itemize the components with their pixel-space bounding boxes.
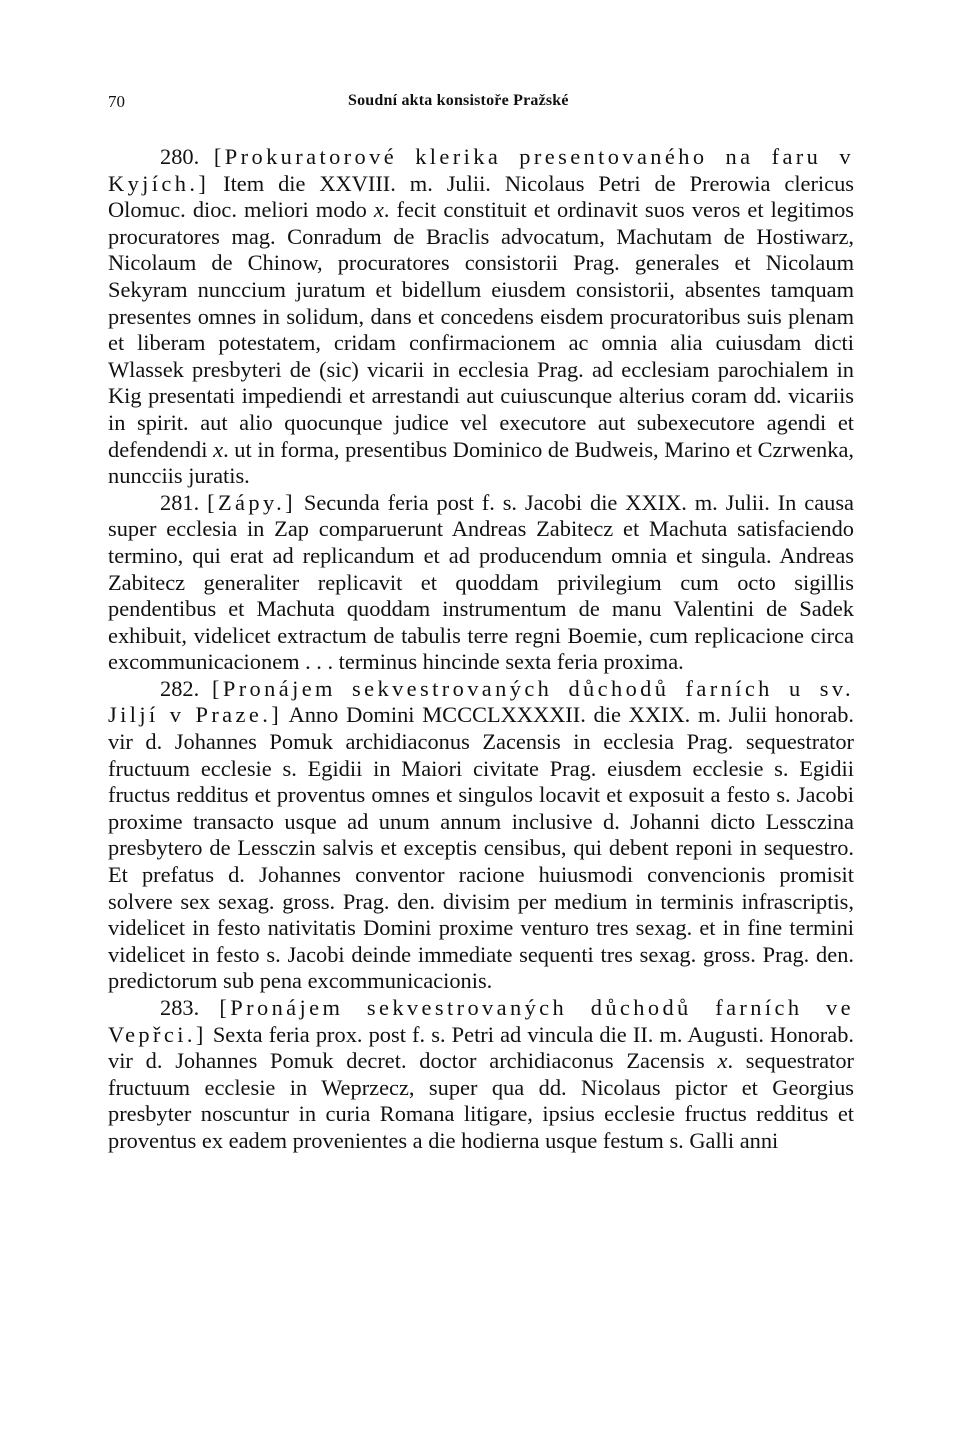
entry-282 xyxy=(108,676,854,995)
running-title: Soudní akta konsistoře Pražské xyxy=(348,92,569,109)
entry-title: [Zápy.] xyxy=(207,489,296,515)
entry-title: [Pronájem sekvestrovaných důchodů farních u sv. Jiljí v Praze.] xyxy=(108,675,854,728)
entry-body: . sequestrator fructuum ecclesie in Weprzecz, super qua dd. Nicolaus pictor et Georgius presbyter noscuntur in curia Romana litigare, ipsius ecclesie fructus redditus et proventus ex eadem provenientes a die hodierna usque festum s. Galli anni xyxy=(108,1048,854,1153)
abbreviation-mark: x xyxy=(373,197,384,223)
entry-number: 280. xyxy=(160,144,200,169)
entry-283 xyxy=(108,995,854,1155)
entry-body: Anno Domini MCCCLXXXXII. die XXIX. m. Julii honorab. vir d. Johannes Pomuk archidiaconus Zacensis in ecclesia Prag. sequestrator fructuum ecclesie s. Egidii in Maiori civitate Prag. eiusdem ecclesie s. Egidii fructus redditus et proventus omnes et singulos locavit et exposuit a festo s. Jacobi proxime transacto usque ad unum annum inclusive d. Johanni dicto Lessczina presbytero de Lessczin salvis et exceptis censibus, qui debent reponi in sequestro. Et prefatus d. Johannes conventor racione huiusmodi convencionis promisit solvere sex sexag. gross. Prag. den. divisim per medium in terminis infrascriptis, videlicet in festo nativitatis Domini proxime venturo tres sexag. et in fine termini videlicet in festo s. Jacobi deinde immediate sequenti tres sexag. gross. Prag. den. predictorum sub pena excommunicacionis. xyxy=(108,702,854,994)
entry-body: Item die XXVIII. m. Julii. Nicolaus Petri de Prerowia clericus Olomuc. dioc. meliori modo xyxy=(108,170,854,223)
page xyxy=(108,92,854,1155)
entry-281 xyxy=(108,490,854,676)
abbreviation-mark: x xyxy=(213,436,224,462)
entry-280 xyxy=(108,144,854,490)
entry-title: [Prokuratorové klerika presentovaného na faru v Kyjích.] xyxy=(108,144,854,196)
body-text xyxy=(108,144,854,1155)
entry-body: Secunda feria post f. s. Jacobi die XXIX. m. Julii. In causa super ecclesia in Zap comparuerunt Andreas Zabitecz et Machuta satisfaciendo termino, qui erat ad replicandum et ad producendum omnia et singula. Andreas Zabitecz generaliter replicavit et quoddam privilegium cum octo sigillis pendentibus et Machuta quoddam instrumentum de manu Valentini de Sadek exhibuit, videlicet extractum de tabulis terre regni Boemie, cum replicacione circa excommunicacionem . . . terminus hincinde sexta feria proxima. xyxy=(108,489,854,675)
entry-number: 282. xyxy=(160,675,200,701)
page-header xyxy=(108,92,854,120)
entry-body: . fecit constituit et ordinavit suos veros et legitimos procuratores mag. Conradum de Braclis advocatum, Machutam de Hostiwarz, Nicolaum de Chinow, procuratores consistorii Prag. generales et Nicolaum Sekyram nunccium juratum et bidellum eiusdem consistorii, absentes tamquam presentes omnes in solidum, dans et concedens eisdem procuratoribus suis plenam et liberam potestatem, cridam confirmacionem ac omnia alia cuiusdam dicti Wlassek presbyteri de (sic) vicarii in ecclesia Prag. ad ecclesiam parochialem in Kig presentati impediendi et arrestandi aut cuiuscunque alterius coram dd. vicariis in spirit. aut alio quocunque judice vel executore aut subexecutore agendi et defendendi xyxy=(108,197,854,462)
entry-number: 283. xyxy=(160,995,200,1020)
entry-number: 281. xyxy=(160,489,200,515)
entry-body: . ut in forma, presentibus Dominico de Budweis, Marino et Czrwenka, nuncciis juratis. xyxy=(108,436,854,489)
entry-body: Sexta feria prox. post f. s. Petri ad vincula die II. m. Augusti. Honorab. vir d. Johannes Pomuk decret. doctor archidiaconus Zacensis xyxy=(108,1021,854,1074)
page-number: 70 xyxy=(108,92,125,111)
abbreviation-mark: x xyxy=(717,1048,728,1074)
entry-title: [Pronájem sekvestrovaných důchodů farních ve Vepřci.] xyxy=(108,995,854,1047)
